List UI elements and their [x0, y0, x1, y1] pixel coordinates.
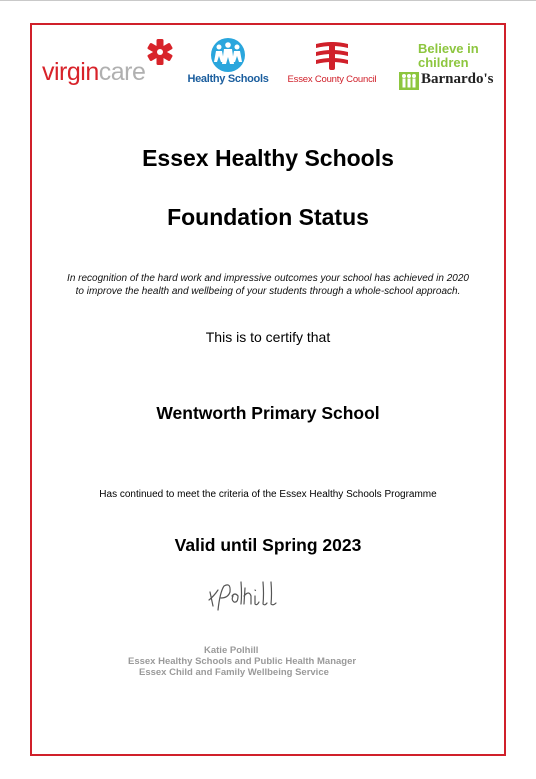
healthy-schools-emblem-icon	[205, 38, 251, 72]
handwritten-signature-icon	[204, 576, 296, 616]
virgincare-logo	[42, 38, 162, 88]
signatory-service: Essex Child and Family Wellbeing Service	[139, 667, 329, 678]
certificate-border	[30, 23, 506, 756]
signatory-name: Katie Polhill	[204, 645, 259, 656]
barnardos-logo	[397, 42, 497, 90]
barnardos-name: Barnardo's	[421, 71, 494, 87]
recognition-line-2: to improve the health and wellbeing of your students through a whole-school approach.	[75, 285, 461, 297]
healthy-schools-text: Healthy Schools	[187, 73, 269, 85]
criteria-text: Has continued to meet the criteria of the Essex Healthy Schools Programme	[99, 489, 437, 500]
essex-crest-icon	[312, 40, 352, 72]
virgincare-wordmark	[42, 58, 145, 87]
virgincare-care-text: care	[98, 58, 146, 86]
certify-text: This is to certify that	[205, 329, 331, 345]
top-divider	[0, 0, 536, 1]
certificate-title: Essex Healthy Schools	[142, 145, 394, 171]
recognition-line-1: In recognition of the hard work and impressive outcomes your school has achieved in 2020	[67, 273, 469, 284]
healthy-schools-logo	[184, 38, 272, 88]
barnardos-tagline-line2: children	[418, 55, 469, 70]
recognition-statement	[32, 273, 504, 298]
signatory-role: Essex Healthy Schools and Public Health Manager	[128, 656, 357, 667]
partner-logos	[40, 38, 498, 90]
essex-council-logo	[286, 40, 378, 88]
medical-star-icon	[146, 38, 174, 66]
validity-text: Valid until Spring 2023	[174, 535, 362, 555]
certificate-subtitle: Foundation Status	[167, 204, 369, 230]
virgincare-virgin-text: virgin	[42, 58, 99, 86]
school-name: Wentworth Primary School	[156, 403, 380, 423]
barnardos-figures-icon	[399, 72, 419, 90]
essex-council-text: Essex County Council	[287, 74, 377, 85]
barnardos-tagline-line1: Believe in	[418, 41, 479, 56]
